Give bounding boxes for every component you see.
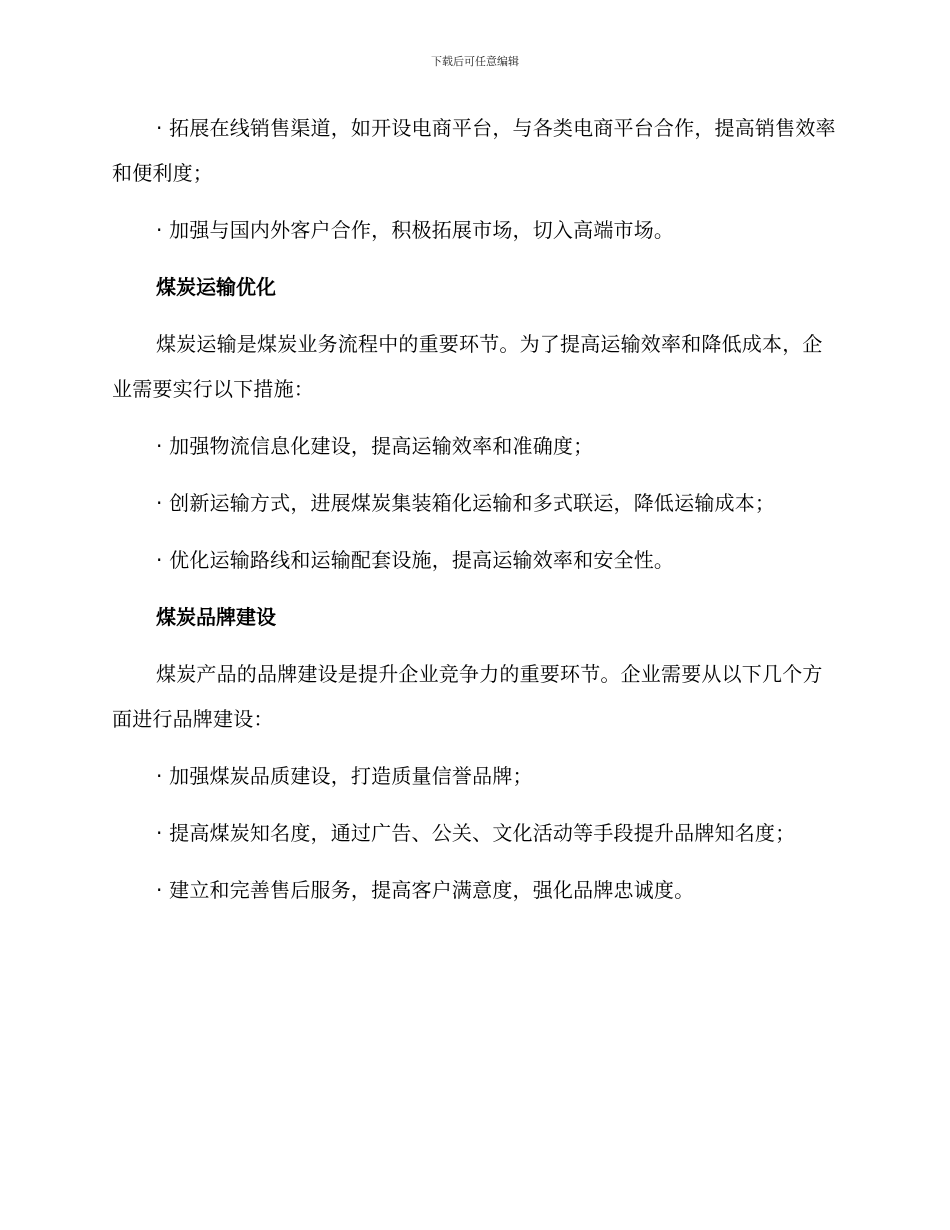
bullet-logistics-info: · 加强物流信息化建设，提高运输效率和准确度； <box>156 434 594 458</box>
bullet-after-sales: · 建立和完善售后服务，提高客户满意度，强化品牌忠诚度。 <box>156 878 695 902</box>
section-heading-brand: 煤炭品牌建设 <box>156 605 276 629</box>
bullet-transport-route: · 优化运输路线和运输配套设施，提高运输效率和安全性。 <box>156 548 675 572</box>
bullet-customer-cooperation: · 加强与国内外客户合作，积极拓展市场，切入高端市场。 <box>156 218 675 242</box>
header-note: 下载后可任意编辑 <box>431 55 519 68</box>
bullet-brand-awareness: · 提高煤炭知名度，通过广告、公关、文化活动等手段提升品牌知名度； <box>156 821 796 845</box>
bullet-transport-mode: · 创新运输方式，进展煤炭集装箱化运输和多式联运，降低运输成本； <box>156 491 776 515</box>
document-body <box>112 106 837 925</box>
bullet-quality-brand: · 加强煤炭品质建设，打造质量信誉品牌； <box>156 764 533 788</box>
transport-intro-paragraph: 煤炭运输是煤炭业务流程中的重要环节。为了提高运输效率和降低成本，企业需要实行以下措施： <box>112 332 823 401</box>
brand-intro-paragraph: 煤炭产品的品牌建设是提升企业竞争力的重要环节。企业需要从以下几个方面进行品牌建设： <box>112 662 823 731</box>
bullet-online-sales: · 拓展在线销售渠道，如开设电商平台，与各类电商平台合作，提高销售效率和便利度； <box>112 116 836 185</box>
section-heading-transport: 煤炭运输优化 <box>156 275 276 299</box>
